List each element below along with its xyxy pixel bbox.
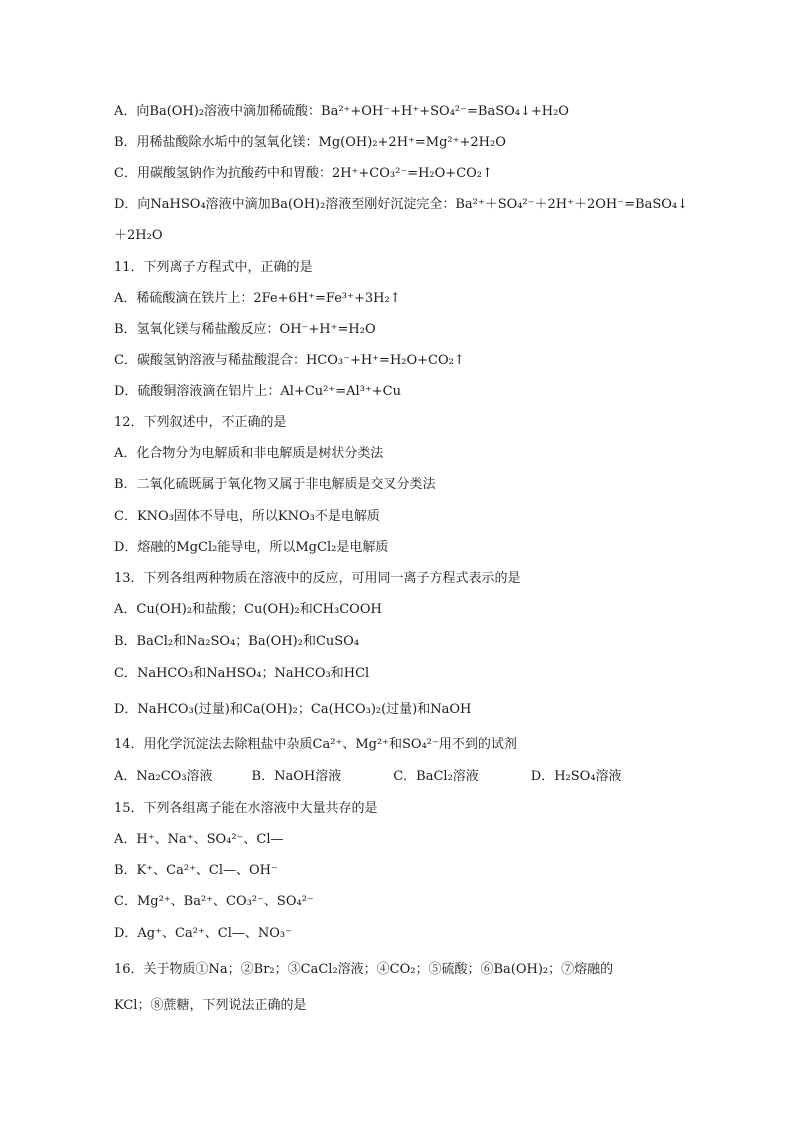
q12-option-c: C．KNO₃固体不导电，所以KNO₃不是电解质 — [114, 509, 380, 524]
q12-option-b: B．二氧化硫既属于氧化物又属于非电解质是交叉分类法 — [114, 477, 436, 492]
q13-stem: 13．下列各组两种物质在溶液中的反应，可用同一离子方程式表示的是 — [114, 571, 521, 586]
q14-stem: 14．用化学沉淀法去除粗盐中杂质Ca²⁺、Mg²⁺和SO₄²⁻用不到的试剂 — [114, 737, 517, 752]
q14-options: A．Na₂CO₃溶液 B．NaOH溶液 C．BaCl₂溶液 D．H₂SO₄溶液 — [114, 769, 622, 784]
q13-option-a: A．Cu(OH)₂和盐酸；Cu(OH)₂和CH₃COOH — [114, 602, 382, 617]
q15-stem: 15．下列各组离子能在水溶液中大量共存的是 — [114, 801, 378, 816]
q15-option-d: D．Ag⁺、Ca²⁺、Cl—、NO₃⁻ — [114, 926, 292, 941]
q11-stem: 11．下列离子方程式中，正确的是 — [114, 260, 313, 275]
q10-option-d-continued: ＋2H₂O — [114, 228, 163, 243]
q15-option-b: B．K⁺、Ca²⁺、Cl—、OH⁻ — [114, 863, 278, 878]
q15-option-c: C．Mg²⁺、Ba²⁺、CO₃²⁻、SO₄²⁻ — [114, 894, 314, 909]
q11-option-b: B．氢氧化镁与稀盐酸反应：OH⁻+H⁺=H₂O — [114, 322, 376, 337]
q12-stem: 12．下列叙述中，不正确的是 — [114, 415, 287, 430]
q11-option-a: A．稀硫酸滴在铁片上：2Fe+6H⁺=Fe³⁺+3H₂↑ — [114, 291, 401, 306]
q13-option-b: B．BaCl₂和Na₂SO₄；Ba(OH)₂和CuSO₄ — [114, 634, 360, 649]
q16-stem: 16．关于物质①Na；②Br₂；③CaCl₂溶液；④CO₂；⑤硫酸；⑥Ba(OH)₂；⑦熔融的 — [114, 962, 614, 977]
q16-stem-continued: KCl；⑧蔗糖，下列说法正确的是 — [114, 998, 307, 1013]
q13-option-d: D．NaHCO₃(过量)和Ca(OH)₂；Ca(HCO₃)₂(过量)和NaOH — [114, 702, 472, 717]
q15-option-a: A．H⁺、Na⁺、SO₄²⁻、Cl— — [114, 832, 284, 847]
q11-option-c: C．碳酸氢钠溶液与稀盐酸混合：HCO₃⁻+H⁺=H₂O+CO₂↑ — [114, 353, 465, 368]
q10-option-b: B．用稀盐酸除水垢中的氢氧化镁：Mg(OH)₂+2H⁺=Mg²⁺+2H₂O — [114, 135, 506, 150]
q12-option-a: A．化合物分为电解质和非电解质是树状分类法 — [114, 446, 384, 461]
q13-option-c: C．NaHCO₃和NaHSO₄；NaHCO₃和HCl — [114, 666, 370, 681]
q10-option-d: D．向NaHSO₄溶液中滴加Ba(OH)₂溶液至刚好沉淀完全：Ba²⁺＋SO₄²⁻＋2H⁺＋2OH⁻=BaSO₄↓ — [114, 197, 688, 212]
q10-option-a: A．向Ba(OH)₂溶液中滴加稀硫酸：Ba²⁺+OH⁻+H⁺+SO₄²⁻=BaSO₄↓+H₂O — [114, 104, 569, 119]
q11-option-d: D．硫酸铜溶液滴在铝片上：Al+Cu²⁺=Al³⁺+Cu — [114, 384, 401, 399]
q10-option-c: C．用碳酸氢钠作为抗酸药中和胃酸：2H⁺+CO₃²⁻=H₂O+CO₂↑ — [114, 166, 493, 181]
q12-option-d: D．熔融的MgCl₂能导电，所以MgCl₂是电解质 — [114, 540, 389, 555]
